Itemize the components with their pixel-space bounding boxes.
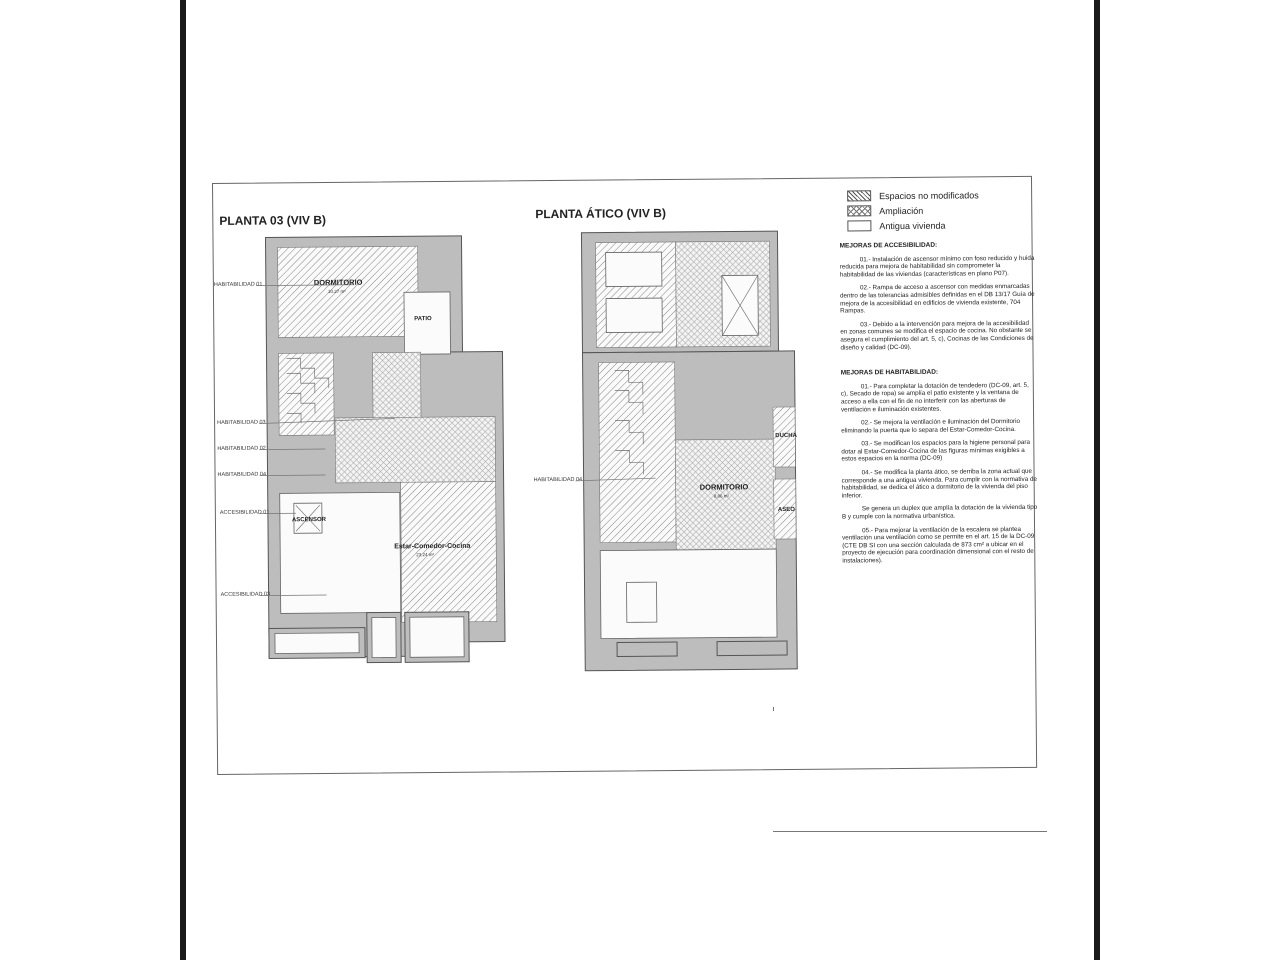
- room-dormitorio-area: 10.27 m²: [327, 288, 346, 294]
- dormitorio-zone: [278, 246, 419, 337]
- label-habitabilidad-01: HABITABILIDAD 01: [213, 281, 263, 288]
- room-ascensor: ASCENSOR: [291, 517, 326, 524]
- room-dormitorio-2: DORMITORIO: [699, 482, 749, 492]
- plan-planta-03: [213, 235, 505, 663]
- right-plan-title: PLANTA ÁTICO (VIV B): [535, 206, 667, 222]
- label-accesibilidad-03: ACCESIBILIDAD 03: [220, 591, 271, 598]
- page-border-left: [180, 0, 186, 960]
- note-hab-03: 03.- Se modifican los espacios para la higiene personal para dotar al Estar-Comedor-Cocina de las figuras mínimas exigibles a estos espacios en la norma (DC-09): [841, 439, 1031, 463]
- page-border-right: [1094, 0, 1100, 960]
- room-dormitorio-2-area: 8.86 m²: [713, 493, 730, 499]
- patio-zone: [404, 292, 451, 354]
- bath-zone: [372, 352, 421, 422]
- crosshatch-swatch: [847, 205, 871, 216]
- notes-panel: [840, 241, 1039, 571]
- legend-item-no-modificados: Espacios no modificados: [847, 187, 979, 203]
- accesibilidad-heading: MEJORAS DE ACCESIBILIDAD:: [839, 241, 938, 250]
- note-acc-03: 03.- Debido a la intervención para mejora de la accesibilidad en zonas comunes se modifica el espacio de cocina. No obstante se asegura el cumplimiento del art. 5, c), Cocinas de las Condiciones de diseño y calidad (DC-09).: [840, 319, 1034, 352]
- note-hab-02: 02.- Se mejora la ventilación e iluminación del Dormitorio eliminando la puerta que lo separa del Estar-Comedor-Cocina.: [841, 418, 1021, 435]
- scan-tick-mark: [773, 707, 774, 711]
- note-acc-01: 01.- Instalación de ascensor mínimo con foso reducido y huida reducida para mejora de habitabilidad sin comprometer la habitabilidad de las viviendas (características en plano P07).: [839, 254, 1035, 279]
- room-aseo: ASEO: [777, 506, 795, 514]
- note-acc-02: 02.- Rampa de acceso a ascensor con medidas enmarcadas dentro de las tolerancias admisibles definidas en el DB 13/17 Guía de mejora de la accesibilidad en edificios de vivienda existente, 704 Rampas.: [839, 283, 1035, 315]
- empty-swatch: [847, 220, 871, 231]
- label-habitabilidad-04-atico: HABITABILIDAD 04: [533, 476, 583, 484]
- habitabilidad-heading: MEJORAS DE HABITABILIDAD:: [840, 368, 939, 377]
- room-dormitorio: DORMITORIO: [313, 277, 363, 288]
- legend: [847, 187, 979, 233]
- room-estar-area: 23.24 m²: [416, 552, 435, 558]
- label-habitabilidad-02: HABITABILIDAD 02: [217, 445, 266, 452]
- corridor-zone: [335, 417, 496, 483]
- note-hab-04b: Se genera un duplex que amplía la dotación de la vivienda tipo B y cumple con la normativa urbanística.: [841, 504, 1038, 521]
- room-ducha: DUCHA: [775, 432, 797, 440]
- room-patio: PATIO: [414, 316, 432, 323]
- note-hab-04: 04.- Se modifica la planta ático, se derriba la zona actual que corresponde a una antigua vivienda. Para cumplir con la normativa de habitabilidad, se dedica el ático a dormitorio de la vivienda del piso inferior.: [841, 467, 1037, 500]
- legend-item-ampliacion: Ampliación: [847, 202, 979, 218]
- hatch-swatch: [847, 190, 871, 201]
- left-plan-title: PLANTA 03 (VIV B): [219, 213, 327, 228]
- estar-zone: [401, 482, 497, 623]
- label-habitabilidad-03: HABITABILIDAD 03: [217, 419, 266, 426]
- note-hab-01: 01.- Para completar la dotación de tendedero (DC-09, art. 5, c), Secado de ropa) se amplía el patio existente y la ventana de acceso a ella con el fin de no interferir con las aberturas de ventilación e iluminación existentes.: [840, 381, 1029, 414]
- scanned-drawing-sheet: [212, 176, 1037, 775]
- label-habitabilidad-04: HABITABILIDAD 04: [217, 471, 267, 478]
- stair-zone: [278, 353, 334, 435]
- room-estar: Estar-Comedor-Cocina: [394, 542, 471, 551]
- floor-plans: [213, 219, 837, 724]
- note-hab-05: 05.- Para mejorar la ventilación de la escalera se plantea ventilación una ventilación como se permite en el art. 15 de la DC-09 (CTE DB SI con una sección calculada de 873 cm² a ubicar en el proyecto de ejecución para coordinación dimensional con el resto de instalaciones).: [842, 525, 1035, 565]
- atico-stair: [599, 362, 677, 543]
- scan-bottom-line: [773, 831, 1047, 832]
- label-accesibilidad-01: ACCESIBILIDAD 01: [219, 509, 270, 516]
- plan-planta-atico: [531, 231, 799, 671]
- legend-item-antigua: Antigua vivienda: [847, 217, 979, 233]
